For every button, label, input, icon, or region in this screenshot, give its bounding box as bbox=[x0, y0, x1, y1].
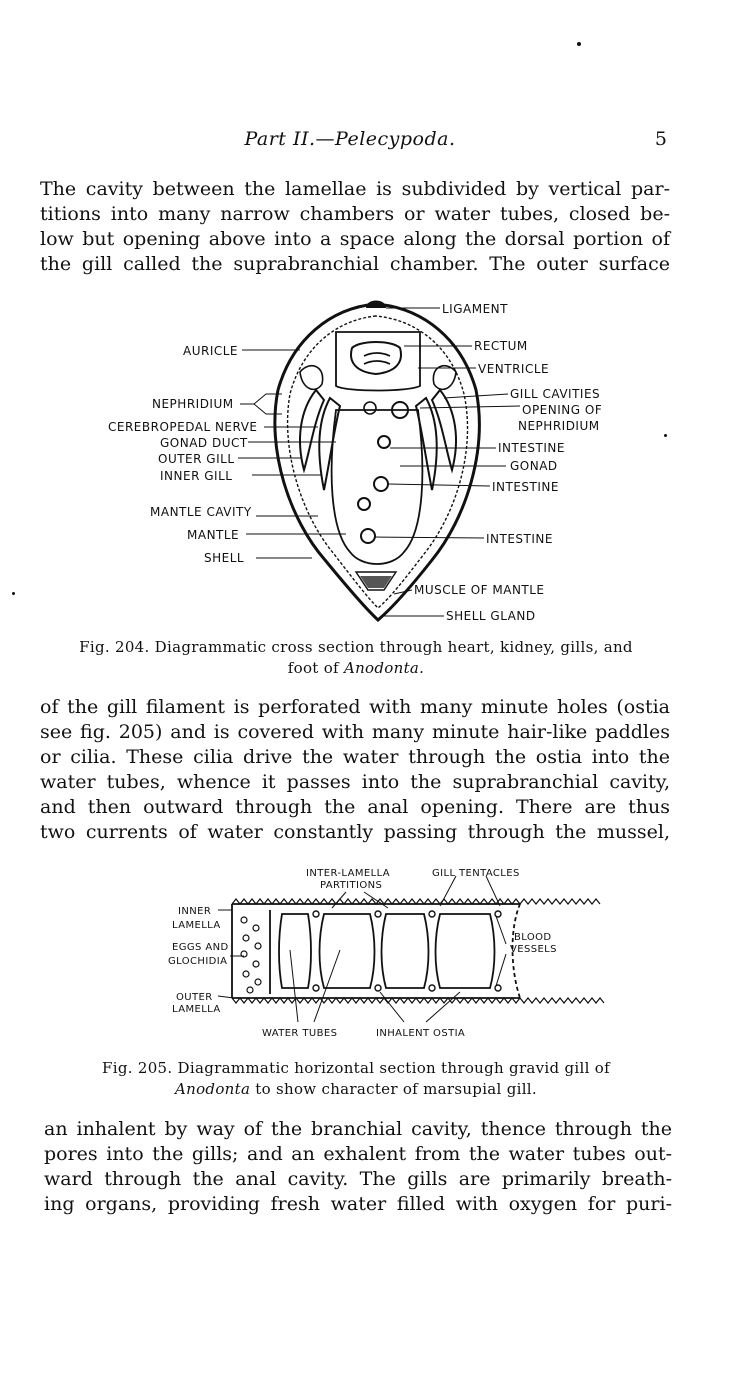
caption-line bbox=[36, 1079, 676, 1100]
page-header bbox=[0, 128, 751, 154]
text-line: the gill called the suprabranchial chamber. The outer surface bbox=[40, 253, 670, 275]
label-partitions: PARTITIONS bbox=[320, 880, 383, 891]
paragraph-2 bbox=[40, 695, 670, 845]
label-gill-cavities: GILL CAVITIES bbox=[510, 387, 601, 401]
label-vessels: VESSELS bbox=[510, 944, 557, 955]
ink-speck bbox=[577, 42, 581, 46]
label-inter-lamella: INTER-LAMELLA bbox=[306, 868, 391, 879]
label-gonad-duct: GONAD DUCT bbox=[160, 436, 248, 450]
label-nephridium-right: NEPHRIDIUM bbox=[518, 419, 600, 433]
text-line: or cilia. These cilia drive the water through the ostia into the bbox=[40, 746, 670, 768]
label-ligament: LIGAMENT bbox=[442, 302, 508, 316]
label-inner-gill: INNER GILL bbox=[160, 469, 233, 483]
caption-text: to show character of marsupial gill. bbox=[250, 1080, 537, 1098]
text-line: two currents of water constantly passing through the mussel, bbox=[40, 821, 670, 843]
label-blood: BLOOD bbox=[514, 932, 552, 943]
label-lamella-inner: LAMELLA bbox=[172, 920, 221, 931]
label-opening-of: OPENING OF bbox=[522, 403, 603, 417]
text-line: titions into many narrow chambers or water tubes, closed be- bbox=[40, 203, 670, 225]
label-outer-gill: OUTER GILL bbox=[158, 452, 235, 466]
label-intestine-2: INTESTINE bbox=[492, 480, 559, 494]
paragraph-3 bbox=[44, 1117, 672, 1217]
label-muscle-of-mantle: MUSCLE OF MANTLE bbox=[414, 583, 545, 597]
text-line: an inhalent by way of the branchial cavity, thence through the bbox=[44, 1118, 672, 1140]
text-line: and then outward through the anal opening. There are thus bbox=[40, 796, 670, 818]
label-auricle: AURICLE bbox=[183, 344, 239, 358]
caption-italic: Anodonta bbox=[175, 1080, 251, 1098]
label-inner: INNER bbox=[178, 906, 212, 917]
label-shell-gland: SHELL GLAND bbox=[446, 609, 536, 623]
text-line: see fig. 205) and is covered with many minute hair-like paddles bbox=[40, 721, 670, 743]
label-inhalent-ostia: INHALENT OSTIA bbox=[376, 1028, 466, 1039]
figure-205-caption bbox=[36, 1058, 676, 1100]
label-mantle: MANTLE bbox=[187, 528, 240, 542]
caption-italic: Anodonta. bbox=[343, 659, 425, 677]
label-nephridium: NEPHRIDIUM bbox=[152, 397, 234, 411]
text-line: pores into the gills; and an exhalent from the water tubes out- bbox=[44, 1143, 672, 1165]
label-rectum: RECTUM bbox=[474, 339, 528, 353]
page-number: 5 bbox=[654, 128, 667, 150]
label-gonad: GONAD bbox=[510, 459, 558, 473]
label-eggs-and: EGGS AND bbox=[172, 942, 229, 953]
caption-line bbox=[36, 658, 676, 679]
label-mantle-cavity: MANTLE CAVITY bbox=[150, 505, 252, 519]
label-shell: SHELL bbox=[204, 551, 245, 565]
text-line: water tubes, whence it passes into the suprabranchial cavity, bbox=[40, 771, 670, 793]
caption-line: Fig. 205. Diagrammatic horizontal section through gravid gill of bbox=[102, 1059, 610, 1077]
text-line: of the gill filament is perforated with many minute holes (ostia bbox=[40, 696, 670, 718]
paragraph-1 bbox=[40, 177, 670, 277]
label-gill-tentacles: GILL TENTACLES bbox=[432, 868, 520, 879]
figure-204-diagram bbox=[0, 290, 751, 635]
caption-line: Fig. 204. Diagrammatic cross section through heart, kidney, gills, and bbox=[79, 638, 633, 656]
text-line: ward through the anal cavity. The gills are primarily breath- bbox=[44, 1168, 672, 1190]
text-line: ing organs, providing fresh water filled with oxygen for puri- bbox=[44, 1193, 672, 1215]
label-ventricle: VENTRICLE bbox=[478, 362, 550, 376]
label-intestine-3: INTESTINE bbox=[486, 532, 553, 546]
running-head: Part II.—Pelecypoda. bbox=[244, 128, 456, 150]
label-cerebropedal-nerve: CEREBROPEDAL NERVE bbox=[108, 420, 258, 434]
label-intestine-1: INTESTINE bbox=[498, 441, 565, 455]
label-glochidia: GLOCHIDIA bbox=[168, 956, 228, 967]
text-line: low but opening above into a space along the dorsal portion of bbox=[40, 228, 670, 250]
label-outer: OUTER bbox=[176, 992, 213, 1003]
label-water-tubes: WATER TUBES bbox=[262, 1028, 338, 1039]
label-lamella-outer: LAMELLA bbox=[172, 1004, 221, 1015]
caption-text: foot of bbox=[287, 659, 344, 677]
figure-205-diagram bbox=[0, 858, 751, 1043]
figure-204-caption bbox=[36, 637, 676, 679]
text-line: The cavity between the lamellae is subdivided by vertical par- bbox=[40, 178, 670, 200]
